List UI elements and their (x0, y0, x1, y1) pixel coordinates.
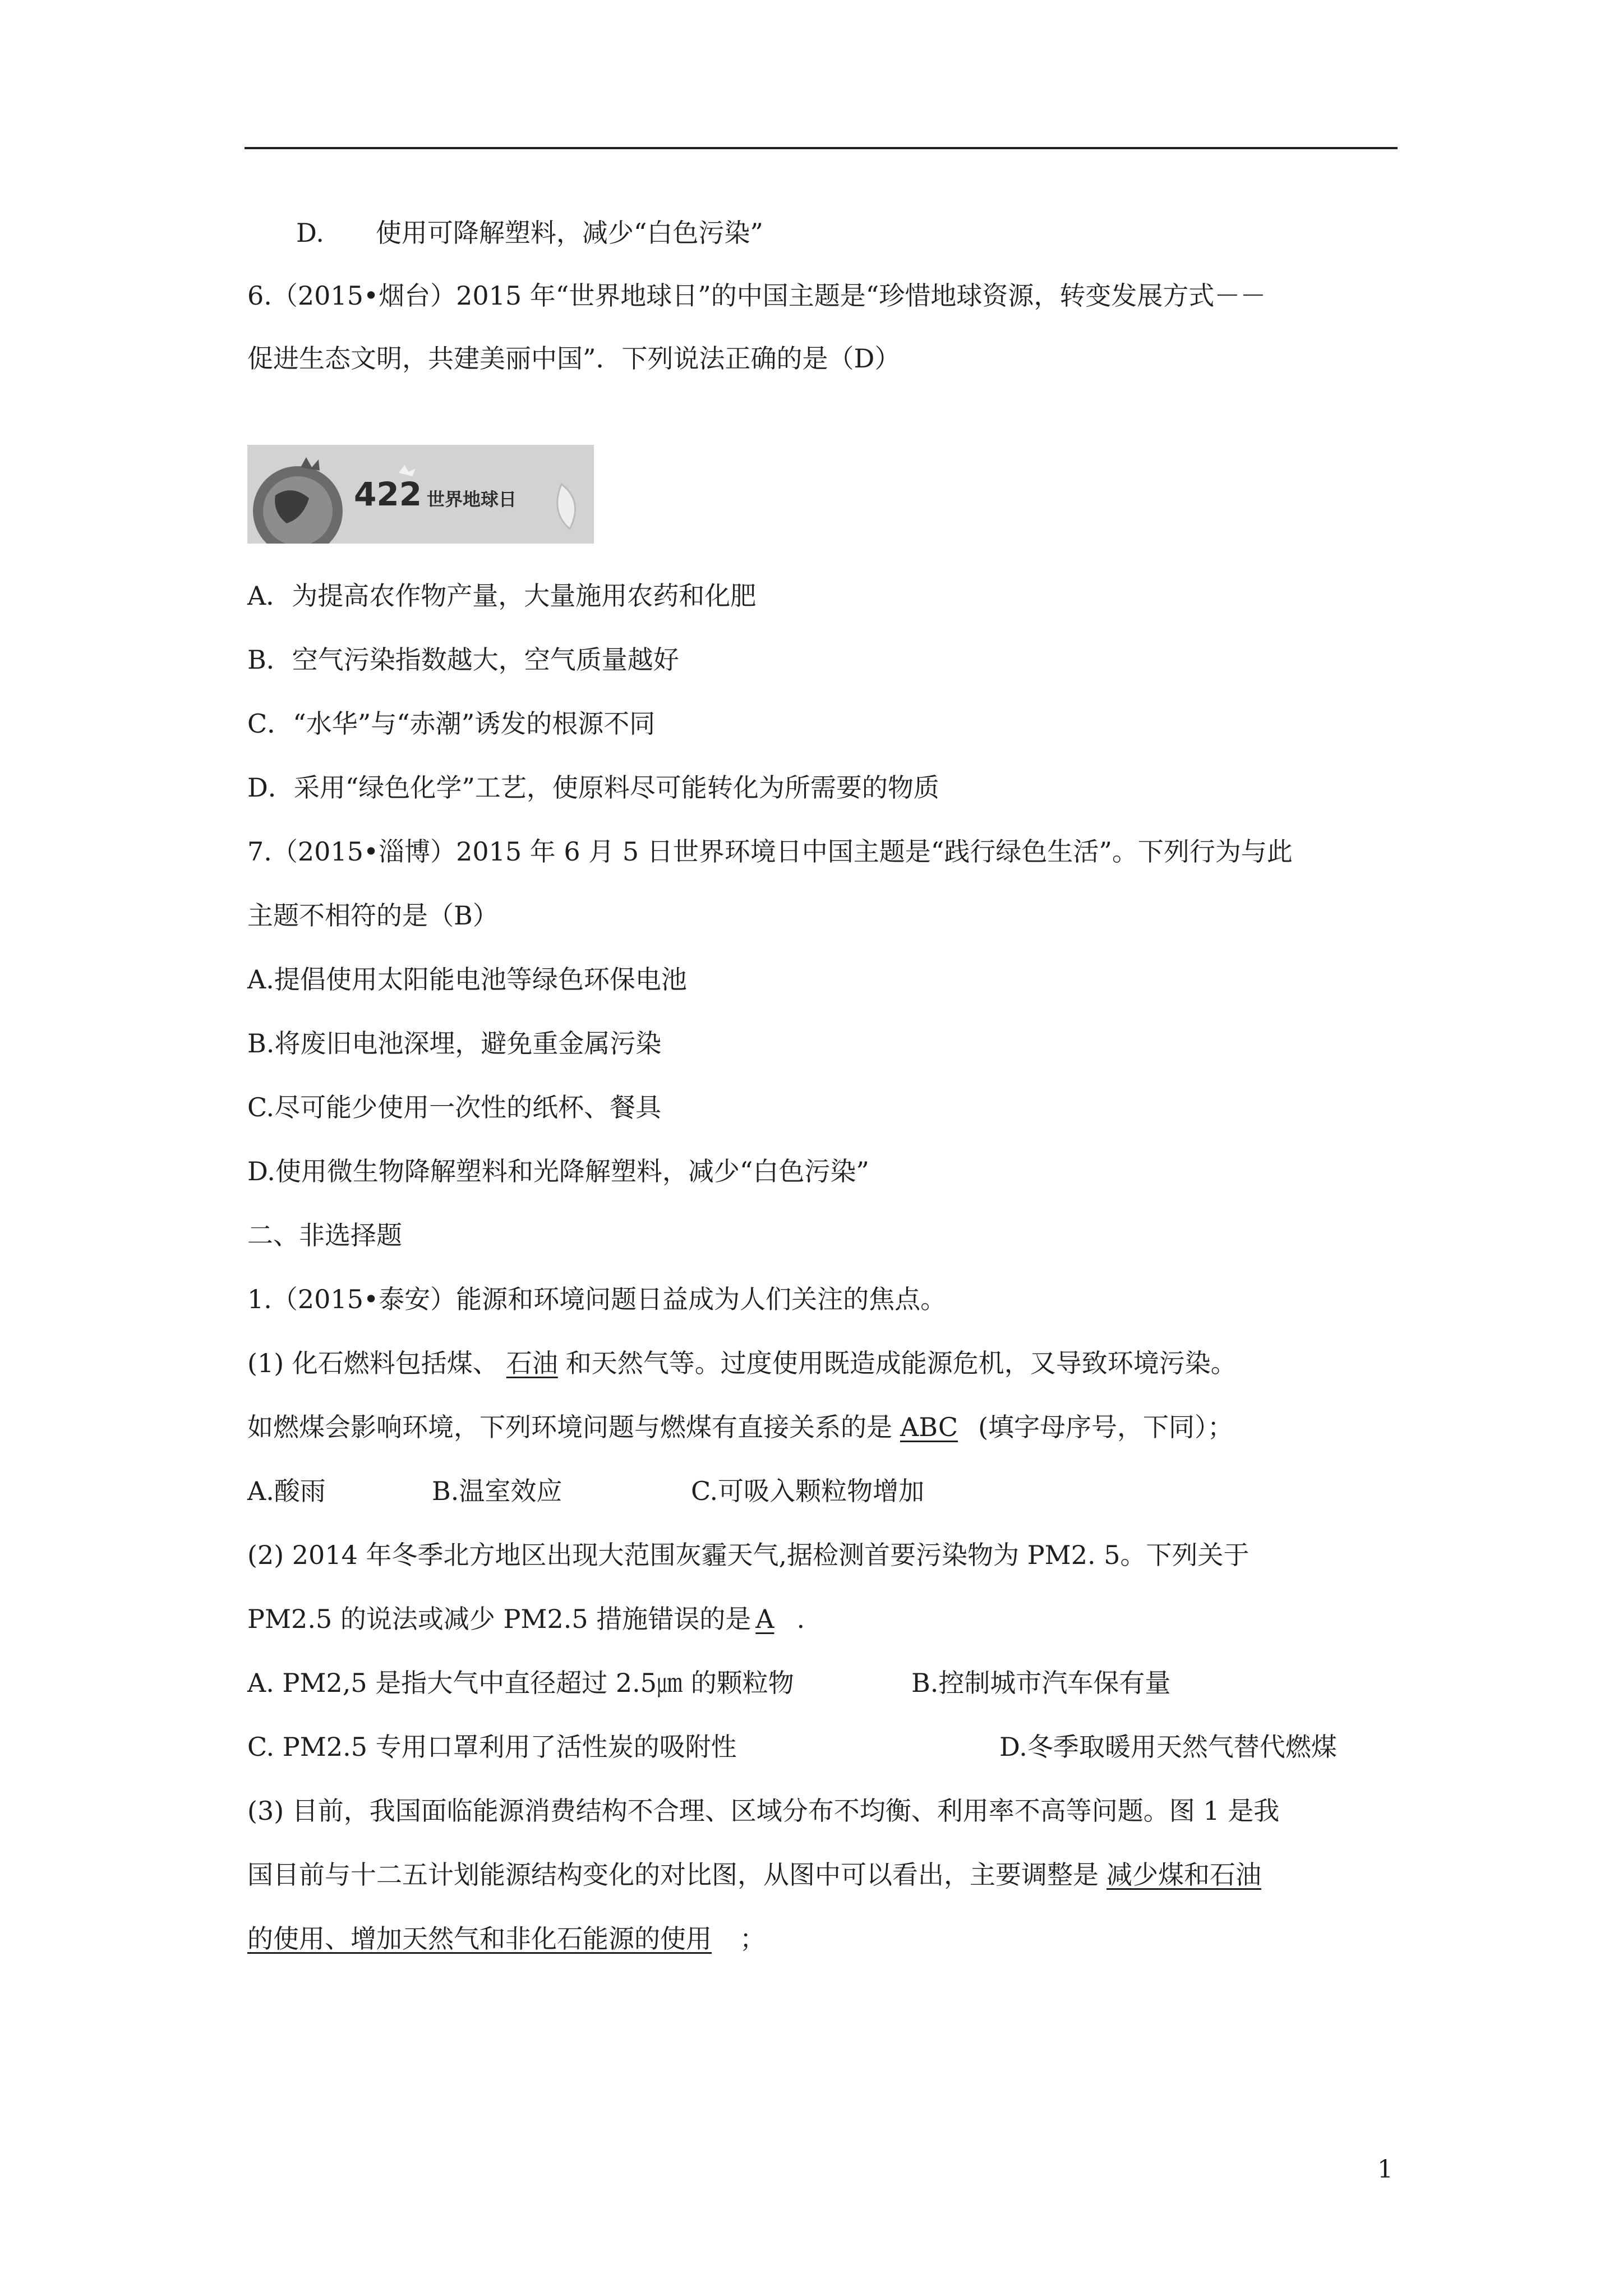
question-7-option-c: C.尽可能少使用一次性的纸杯、餐具 (247, 1092, 662, 1122)
q1-part3-line2: 国目前与十二五计划能源结构变化的对比图，从图中可以看出，主要调整是 减少煤和石油 (247, 1860, 1261, 1890)
section-heading: 二、非选择题 (247, 1220, 402, 1250)
answer-blank-1: 石油 (506, 1348, 558, 1378)
figure-title: 世界地球日 (427, 489, 517, 510)
q1-part2-line1: (2) 2014 年冬季北方地区出现大范围灰霾天气,据检测首要污染物为 PM2. 5。下列关于 (247, 1540, 1249, 1570)
q1-part1-option-c: C.可吸入颗粒物增加 (691, 1476, 925, 1506)
question-6-option-d: D．采用“绿色化学”工艺，使原料尽可能转化为所需要的物质 (247, 772, 939, 803)
question-7-line1: 7.（2015•淄博）2015 年 6 月 5 日世界环境日中国主题是“践行绿色生活”。下列行为与此 (247, 836, 1293, 867)
q1-part1-line1: (1) 化石燃料包括煤、 石油 和天然气等。过度使用既造成能源危机，又导致环境污染。 (247, 1348, 1237, 1378)
answer-blank-2: ABC (900, 1412, 958, 1442)
question-7-line2: 主题不相符的是（B） (247, 900, 499, 931)
answer-blank-4b: 的使用、增加天然气和非化石能源的使用 (247, 1924, 712, 1954)
page-number: 1 (1377, 2155, 1393, 2184)
q1-part1-option-a: A.酸雨 (247, 1476, 326, 1506)
q1-part2-option-c: C. PM2.5 专用口罩利用了活性炭的吸附性 (247, 1732, 737, 1762)
header-rule (245, 147, 1398, 149)
question-6-option-a: A．为提高农作物产量，大量施用农药和化肥 (247, 581, 757, 611)
q1-part1-option-b: B.温室效应 (432, 1476, 562, 1506)
question-7-option-b: B.将废旧电池深埋，避免重金属污染 (247, 1028, 662, 1059)
answer-blank-3: A (755, 1604, 774, 1634)
question-6-option-c: C．“水华”与“赤潮”诱发的根源不同 (247, 708, 656, 739)
option-d-prev: D. 使用可降解塑料，减少“白色污染” (296, 218, 763, 248)
q1-part1-line2: 如燃煤会影响环境，下列环境问题与燃煤有直接关系的是 ABC (填字母序号，下同）； (247, 1412, 1234, 1442)
question-1-stem: 1.（2015•泰安）能源和环境问题日益成为人们关注的焦点。 (247, 1284, 947, 1314)
q1-part2-option-d: D.冬季取暖用天然气替代燃煤 (999, 1732, 1337, 1762)
q1-part3-line1: (3) 目前，我国面临能源消费结构不合理、区域分布不均衡、利用率不高等问题。图 1 是我 (247, 1796, 1280, 1826)
question-7-option-d: D.使用微生物降解塑料和光降解塑料，减少“白色污染” (247, 1156, 869, 1186)
q1-part2-option-b: B.控制城市汽车保有量 (911, 1668, 1171, 1698)
question-6-option-b: B．空气污染指数越大，空气质量越好 (247, 645, 679, 675)
q1-part2-line2: PM2.5 的说法或减少 PM2.5 措施错误的是 A . (247, 1604, 805, 1634)
earth-day-figure (247, 445, 594, 544)
answer-blank-4a: 减少煤和石油 (1106, 1860, 1261, 1890)
q1-part3-line3: 的使用、增加天然气和非化石能源的使用 ； (247, 1924, 766, 1954)
question-7-option-a: A.提倡使用太阳能电池等绿色环保电池 (247, 964, 687, 995)
question-6-line2: 促进生态文明，共建美丽中国”．下列说法正确的是（D） (247, 343, 901, 374)
q1-part2-option-a: A. PM2,5 是指大气中直径超过 2.5㎛ 的颗粒物 (247, 1668, 794, 1698)
question-6-line1: 6.（2015•烟台）2015 年“世界地球日”的中国主题是“珍惜地球资源，转变发展方式－－ (247, 280, 1266, 311)
figure-digits: 422 (354, 475, 422, 513)
